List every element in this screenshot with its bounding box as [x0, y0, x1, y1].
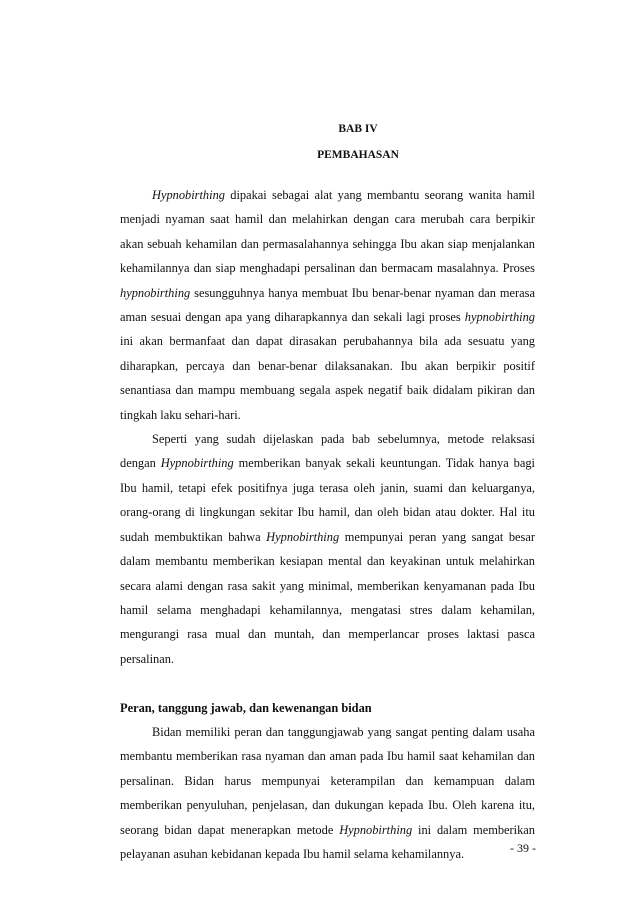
paragraph: Hypnobirthing dipakai sebagai alat yang membantu seorang wanita hamil menjadi nyaman saat hamil dan melahirkan dengan cara merubah cara berpikir akan sebuah kehamilan dan permasalahannya sehingga Ibu akan siap menjalankan kehamilannya dan siap menghadapi persalinan dan bermacam masalahnya. Proses hypnobirthing sesungguhnya hanya membuat Ibu benar-benar nyaman dan merasa aman sesuai dengan apa yang diharapkannya dan sekali lagi proses hypnobirthing ini akan bermanfaat dan dapat dirasakan perubahannya bila ada sesuatu yang diharapkan, percaya dan benar-benar dilaksanakan. Ibu akan berpikir positif senantiasa dan mampu membuang segala aspek negatif baik didalam pikiran dan tingkah laku sehari-hari. [120, 188, 535, 422]
section-spacer [120, 671, 535, 695]
chapter-label: BAB IV [338, 123, 378, 135]
paragraph: Seperti yang sudah dijelaskan pada bab sebelumnya, metode relaksasi dengan Hypnobirthing memberikan banyak sekali keuntungan. Tidak hanya bagi Ibu hamil, tetapi efek positifnya juga terasa oleh janin, suami dan keluarganya, orang-orang di lingkungan sekitar Ibu hamil, dan oleh bidan atau dokter. Hal itu sudah membuktikan bahwa Hypnobirthing mempunyai peran yang sangat besar dalam membantu memberikan kesiapan mental dan keyakinan untuk melahirkan secara alami dengan rasa sakit yang minimal, memberikan kenyamanan pada Ibu hamil selama menghadapi kehamilannya, mengatasi stres dalam kehamilan, mengurangi rasa mual dan muntah, dan memperlancar proses laktasi pasca persalinan. [120, 432, 535, 666]
page-number: - 39 - [510, 841, 536, 855]
italic-term: Hypnobirthing [152, 188, 225, 202]
paragraph: Bidan memiliki peran dan tanggungjawab yang sangat penting dalam usaha membantu memberikan rasa nyaman dan aman pada Ibu hamil saat kehamilan dan persalinan. Bidan harus mempunyai keterampilan dan kemampuan dalam memberikan penyuluhan, penjelasan, dan dukungan kepada Ibu. Oleh karena itu, seorang bidan dapat menerapkan metode Hypnobirthing ini dalam memberikan pelayanan asuhan kebidanan kepada Ibu hamil selama kehamilannya. [120, 724, 536, 861]
chapter-title: PEMBAHASAN [317, 149, 399, 161]
italic-term: Hypnobirthing [339, 822, 413, 837]
body-text [120, 183, 535, 866]
italic-term: hypnobirthing [464, 310, 535, 325]
italic-term: Hypnobirthing [266, 529, 340, 544]
section-heading: Peran, tanggung jawab, dan kewenangan bidan [120, 700, 372, 715]
italic-term: Hypnobirthing [160, 456, 234, 471]
italic-term: hypnobirthing [120, 285, 191, 300]
